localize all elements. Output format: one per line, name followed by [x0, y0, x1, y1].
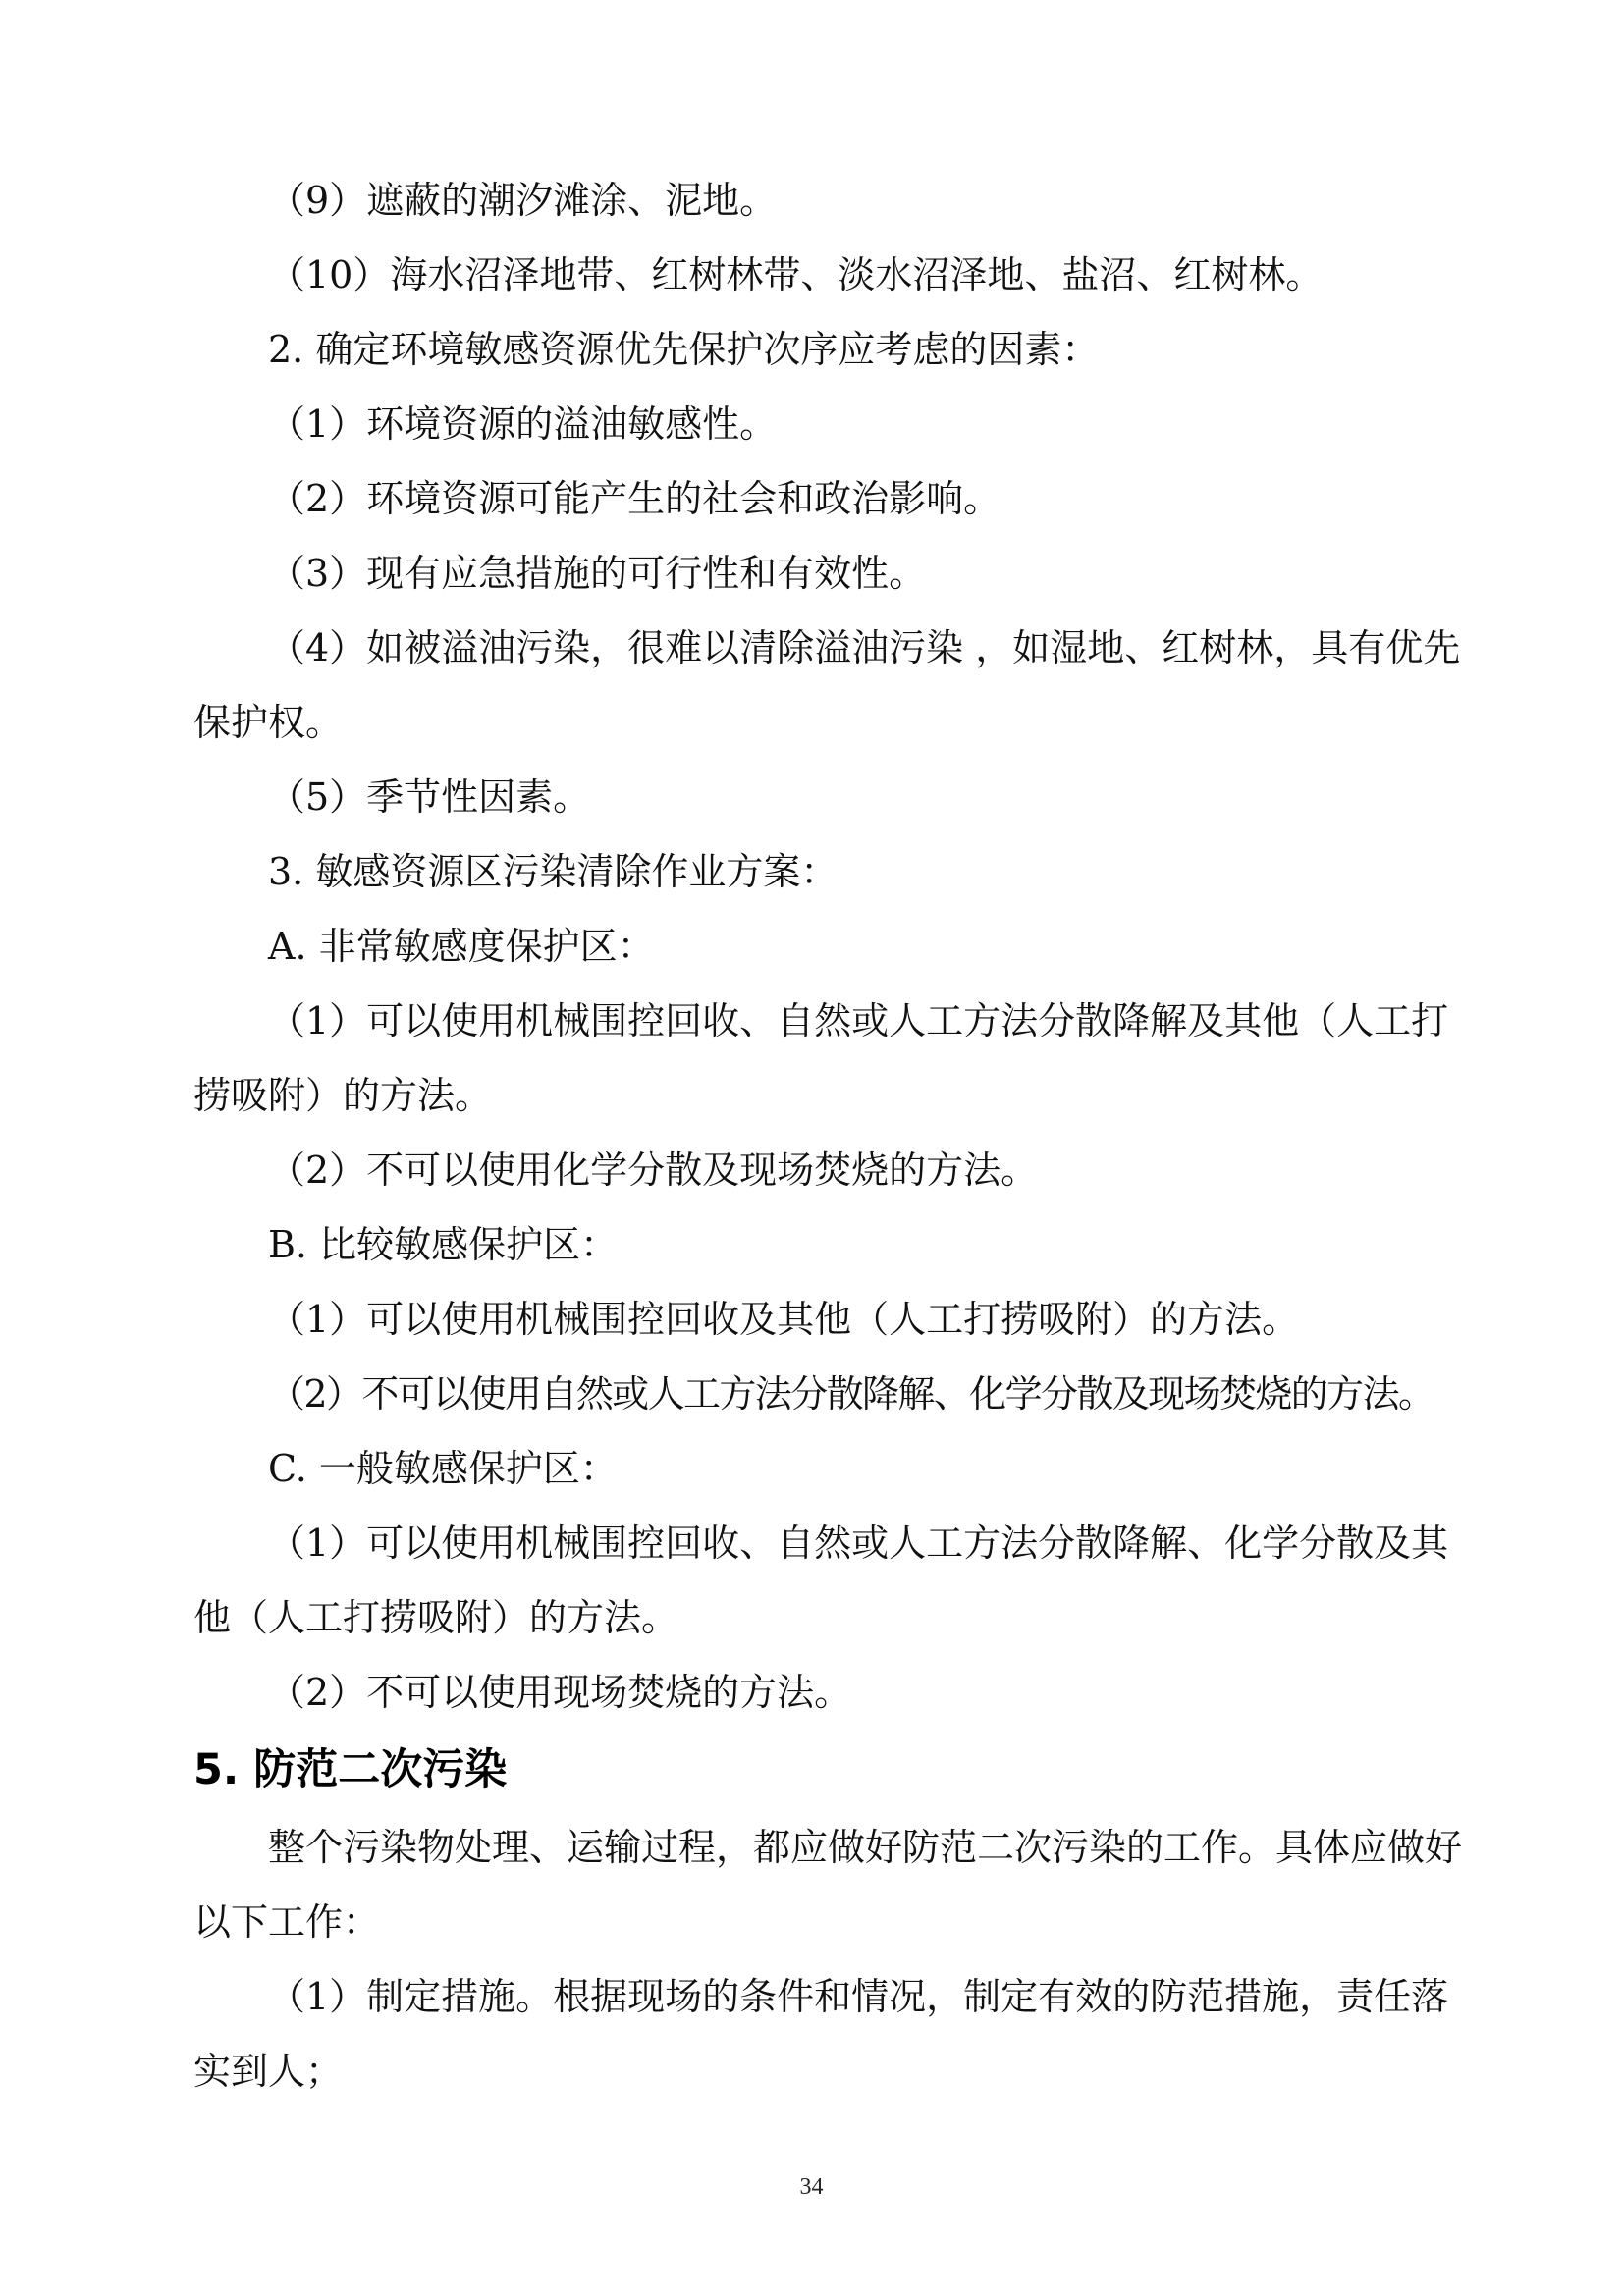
zone-c-heading: C. 一般敏感保护区：	[268, 1447, 618, 1490]
factor-2: （2）环境资源可能产生的社会和政治影响。	[268, 477, 1001, 520]
zone-a-item-2: （2）不可以使用化学分散及现场焚烧的方法。	[268, 1148, 1039, 1192]
item-10-marshes: （10）海水沼泽地带、红树林带、淡水沼泽地、盐沼、红树林。	[268, 253, 1324, 296]
zone-b-item-1: （1）可以使用机械围控回收及其他（人工打捞吸附）的方法。	[268, 1298, 1300, 1341]
section-5-intro: 整个污染物处理、运输过程，都应做好防范二次污染的工作。具体应做好以下工作：	[193, 1826, 1463, 1944]
section-5-item-1: （1）制定措施。根据现场的条件和情况，制定有效的防范措施，责任落实到人；	[193, 1975, 1449, 2093]
cleanup-plan-heading: 3. 敏感资源区污染清除作业方案：	[268, 850, 839, 893]
factor-3: （3）现有应急措施的可行性和有效性。	[268, 552, 927, 595]
priority-factors-heading: 2. 确定环境敏感资源优先保护次序应考虑的因素：	[268, 328, 1100, 371]
page-content	[193, 163, 1480, 2109]
zone-b-item-2: （2）不可以使用自然或人工方法分散降解、化学分散及现场焚烧的方法。	[268, 1372, 1434, 1415]
zone-c-item-2: （2）不可以使用现场焚烧的方法。	[268, 1671, 852, 1714]
zone-c-item-1: （1）可以使用机械围控回收、自然或人工方法分散降解、化学分散及其他（人工打捞吸附）的方法。	[193, 1522, 1449, 1639]
section-5-heading: 5. 防范二次污染	[193, 1745, 508, 1794]
page-number: 34	[799, 2174, 824, 2200]
factor-5: （5）季节性因素。	[268, 775, 591, 819]
factor-1: （1）环境资源的溢油敏感性。	[268, 402, 778, 446]
zone-b-heading: B. 比较敏感保护区：	[268, 1223, 619, 1266]
zone-a-heading: A. 非常敏感度保护区：	[268, 925, 655, 968]
item-9-tidal-flats: （9）遮蔽的潮汐滩涂、泥地。	[268, 179, 778, 222]
factor-4: （4）如被溢油污染，很难以清除溢油污染 ，如湿地、红树林，具有优先保护权。	[193, 626, 1461, 744]
zone-a-item-1: （1）可以使用机械围控回收、自然或人工方法分散降解及其他（人工打捞吸附）的方法。	[193, 999, 1449, 1117]
